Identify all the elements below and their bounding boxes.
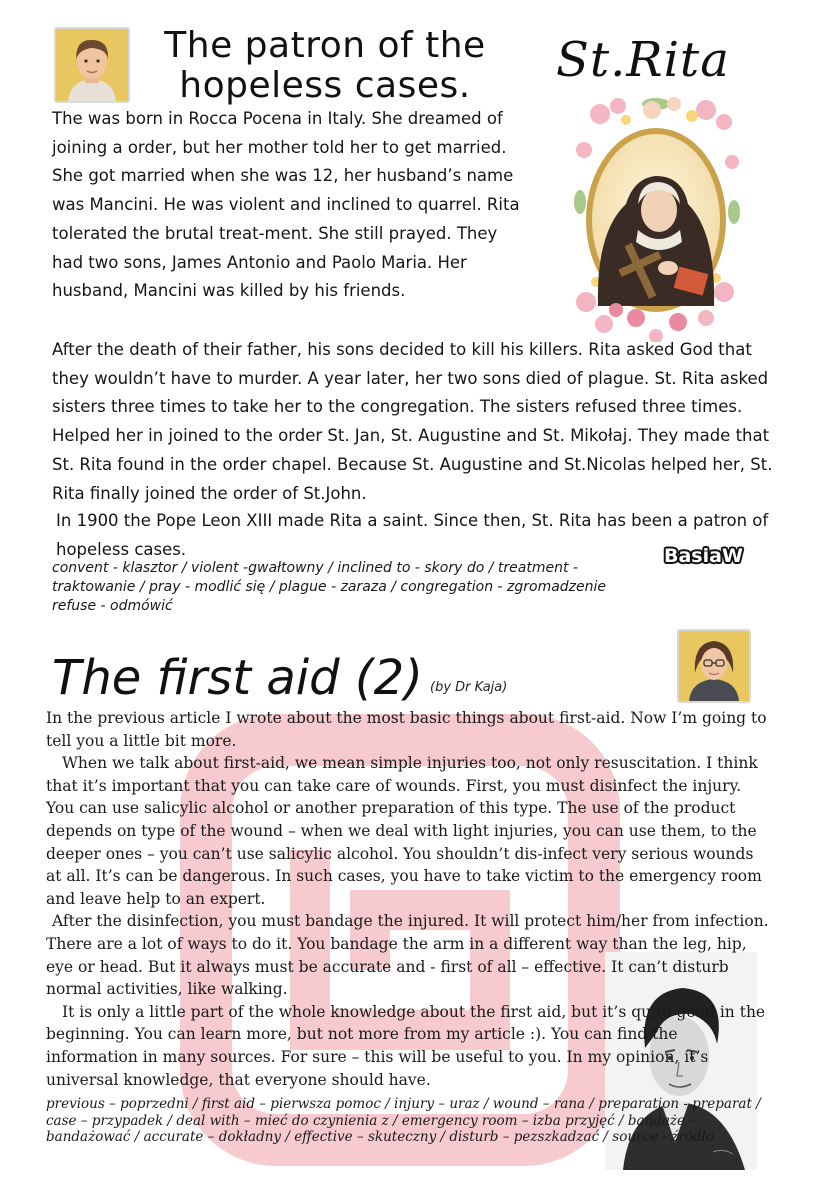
article-paragraph-1: The was born in Rocca Pocena in Italy. She dreamed of joining a order, but her mother told her to get married. She got married when she was 12, her husband’s name was Mancini. He was violent and inclined to quarrel. Rita tolerated the brutal treat-ment. She still prayed. They had two sons, James Antonio and Paolo Maria. Her husband, Mancini was killed by his friends. bbox=[52, 109, 520, 301]
author-signature: BasiaW bbox=[664, 545, 743, 567]
article-paragraph-1: In the previous article I wrote about the most basic things about first-aid. Now I’m going to tell you a little bit more. bbox=[46, 709, 767, 750]
article-paragraph-2: When we talk about first-aid, we mean simple injuries too, not only resuscitation. I think that it’s important that you can take care of wounds. First, you must disinfect the injury. You can use salicylic alcohol or another preparation of this type. The use of the product depends on type of the wound – when we deal with light injuries, you can use them, to the deeper ones – you can’t use salicylic alcohol. You shouldn’t dis-infect very serious wounds at all. It’s can be dangerous. In such cases, you have to take victim to the emergency room and leave help to an expert. bbox=[46, 754, 762, 908]
article-paragraph-2: After the death of their father, his sons decided to kill his killers. Rita asked God that they wouldn’t have to murder. A year later, her two sons died of plague. St. Rita asked sisters three times to take her to the congregation. The sisters refused three times. Helped her in joined to the order St. Jan, St. Augustine and St. Mikołaj. They made that St. Rita found in the order chapel. Because St. Augustine and St.Nicolas helped her, St. Rita finally joined the order of St.John. bbox=[52, 340, 773, 503]
article-paragraph-4: It is only a little part of the whole knowledge about the first aid, but it’s quite good in the beginning. You can learn more, but not more from my article :). You can find the information in many sources. For sure – this will be useful to you. In my opinion, it’s universal knowledge, that everyone should have. bbox=[46, 1002, 766, 1089]
saint-portrait-icon bbox=[556, 92, 756, 342]
article-byline: (by Dr Kaja) bbox=[430, 680, 508, 695]
author-photo-icon bbox=[56, 29, 128, 101]
vocabulary-list: previous – poprzedni / first aid – pierwsza pomoc / injury – uraz / wound – rana / preparation - preparat / case – przypadek / deal with – mieć do czynienia z / emergency room – izba przyjęć / bandaże – bandażować / accurate – dokładny / effective – skuteczny / disturb – pezszkadzać / source - źródło bbox=[46, 1096, 761, 1145]
author-photo-basia bbox=[54, 27, 130, 103]
author-photo-icon bbox=[679, 631, 749, 701]
article-body bbox=[46, 707, 771, 1091]
article-title: The first aid (2) bbox=[52, 650, 423, 706]
vocabulary-list: convent - klasztor / violent -gwałtowny / inclined to - skory do / treatment - traktowanie / pray - modlić się / plague - zaraza / congregation - zgromadzenie refuse - odmówić bbox=[52, 560, 607, 614]
article-paragraph-3: After the disinfection, you must bandage the injured. It will protect him/her from infection. There are a lot of ways to do it. You bandage the arm in a different way than the leg, hip, eye or head. But it always must be accurate and - first of all – effective. It can’t disturb normal activities, like walking. bbox=[46, 912, 769, 999]
article-title: The patron of the hopeless cases. bbox=[164, 25, 486, 106]
article-heading: St.Rita bbox=[556, 32, 730, 88]
article-paragraph-3: In 1900 the Pope Leon XIII made Rita a saint. Since then, St. Rita has been a patron of hopeless cases. bbox=[56, 511, 769, 559]
author-photo-kaja bbox=[677, 629, 751, 703]
